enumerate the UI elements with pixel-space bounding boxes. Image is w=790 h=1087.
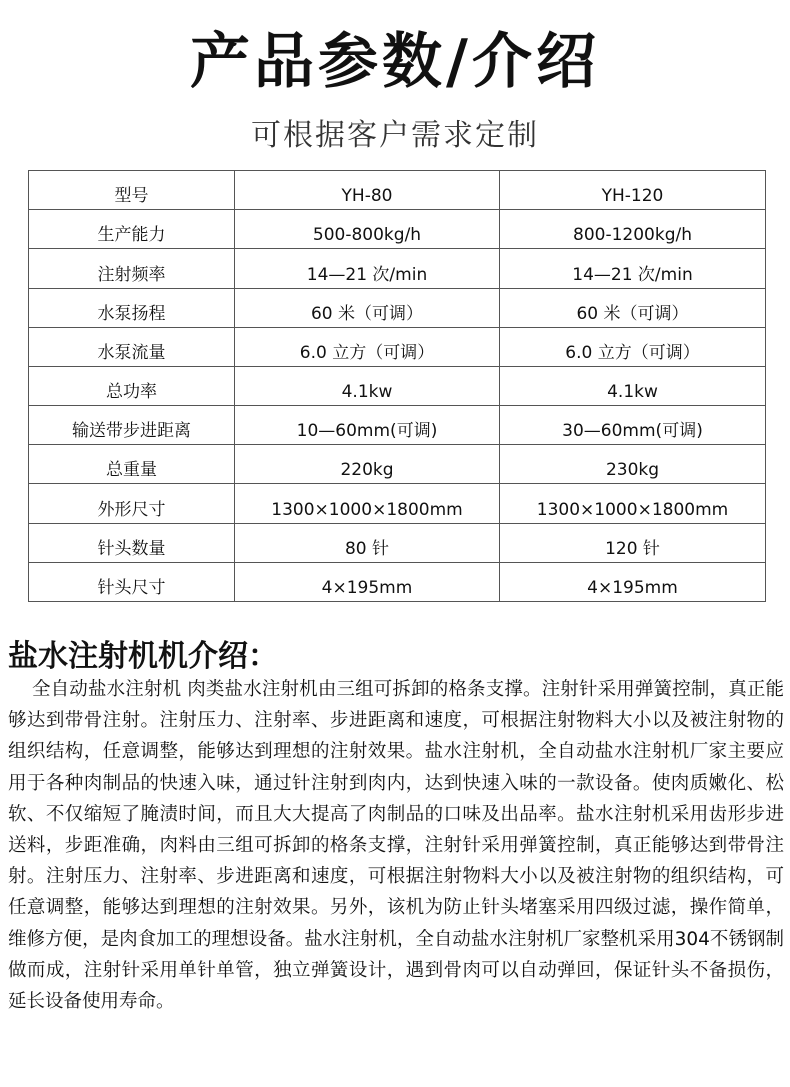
row-label: 生产能力 xyxy=(29,210,235,249)
value-yh120: 6.0 立方（可调） xyxy=(500,327,766,366)
row-label: 总重量 xyxy=(29,445,235,484)
page-subtitle: 可根据客户需求定制 xyxy=(251,118,539,153)
value-yh80: 14—21 次/min xyxy=(235,249,500,288)
spec-table xyxy=(28,170,766,602)
row-label: 针头数量 xyxy=(29,523,235,562)
row-label: 外形尺寸 xyxy=(29,484,235,523)
table-row xyxy=(29,523,766,562)
value-yh120: 60 米（可调） xyxy=(500,288,766,327)
value-yh80: 4×195mm xyxy=(235,562,500,601)
value-yh80: 80 针 xyxy=(235,523,500,562)
value-yh120: 4.1kw xyxy=(500,366,766,405)
value-yh120: 1300×1000×1800mm xyxy=(500,484,766,523)
table-row xyxy=(29,406,766,445)
table-row xyxy=(29,288,766,327)
row-label: 注射频率 xyxy=(29,249,235,288)
value-yh80: 4.1kw xyxy=(235,366,500,405)
row-label: 总功率 xyxy=(29,366,235,405)
value-yh120: YH-120 xyxy=(500,171,766,210)
intro-heading: 盐水注射机机介绍： xyxy=(8,639,278,674)
row-label: 水泵扬程 xyxy=(29,288,235,327)
table-row xyxy=(29,366,766,405)
page-title: 产品参数/介绍 xyxy=(190,27,600,97)
table-row xyxy=(29,210,766,249)
value-yh120: 14—21 次/min xyxy=(500,249,766,288)
value-yh80: 220kg xyxy=(235,445,500,484)
value-yh80: 500-800kg/h xyxy=(235,210,500,249)
row-label: 针头尺寸 xyxy=(29,562,235,601)
value-yh80: YH-80 xyxy=(235,171,500,210)
row-label: 型号 xyxy=(29,171,235,210)
value-yh120: 4×195mm xyxy=(500,562,766,601)
table-row xyxy=(29,484,766,523)
value-yh120: 800-1200kg/h xyxy=(500,210,766,249)
value-yh120: 120 针 xyxy=(500,523,766,562)
row-label: 输送带步进距离 xyxy=(29,406,235,445)
value-yh80: 10—60mm(可调) xyxy=(235,406,500,445)
table-row xyxy=(29,171,766,210)
value-yh80: 1300×1000×1800mm xyxy=(235,484,500,523)
intro-body: 全自动盐水注射机 肉类盐水注射机由三组可拆卸的格条支撑。注射针采用弹簧控制，真正能够达到带骨注射。注射压力、注射率、步进距离和速度，可根据注射物料大小以及被注射物的组织结构，任意调整，能够达到理想的注射效果。盐水注射机，全自动盐水注射机厂家主要应用于各种肉制品的快速入味，通过针注射到肉内，达到快速入味的一款设备。使肉质嫩化、松软、不仅缩短了腌渍时间，而且大大提高了肉制品的口味及出品率。盐水注射机采用齿形步进送料，步距准确，肉料由三组可拆卸的格条支撑，注射针采用弹簧控制，真正能够达到带骨注射。注射压力、注射率、步进距离和速度，可根据注射物料大小以及被注射物的组织结构，可任意调整，能够达到理想的注射效果。另外，该机为防止针头堵塞采用四级过滤，操作简单，维修方便，是肉食加工的理想设备。盐水注射机，全自动盐水注射机厂家整机采用304不锈钢制做而成，注射针采用单针单管，独立弹簧设计，遇到骨肉可以自动弹回，保证针头不备损伤，延长设备使用寿命。 xyxy=(8,679,784,1013)
value-yh80: 6.0 立方（可调） xyxy=(235,327,500,366)
row-label: 水泵流量 xyxy=(29,327,235,366)
table-row xyxy=(29,445,766,484)
value-yh80: 60 米（可调） xyxy=(235,288,500,327)
table-row xyxy=(29,249,766,288)
value-yh120: 230kg xyxy=(500,445,766,484)
table-row xyxy=(29,562,766,601)
table-row xyxy=(29,327,766,366)
value-yh120: 30—60mm(可调) xyxy=(500,406,766,445)
